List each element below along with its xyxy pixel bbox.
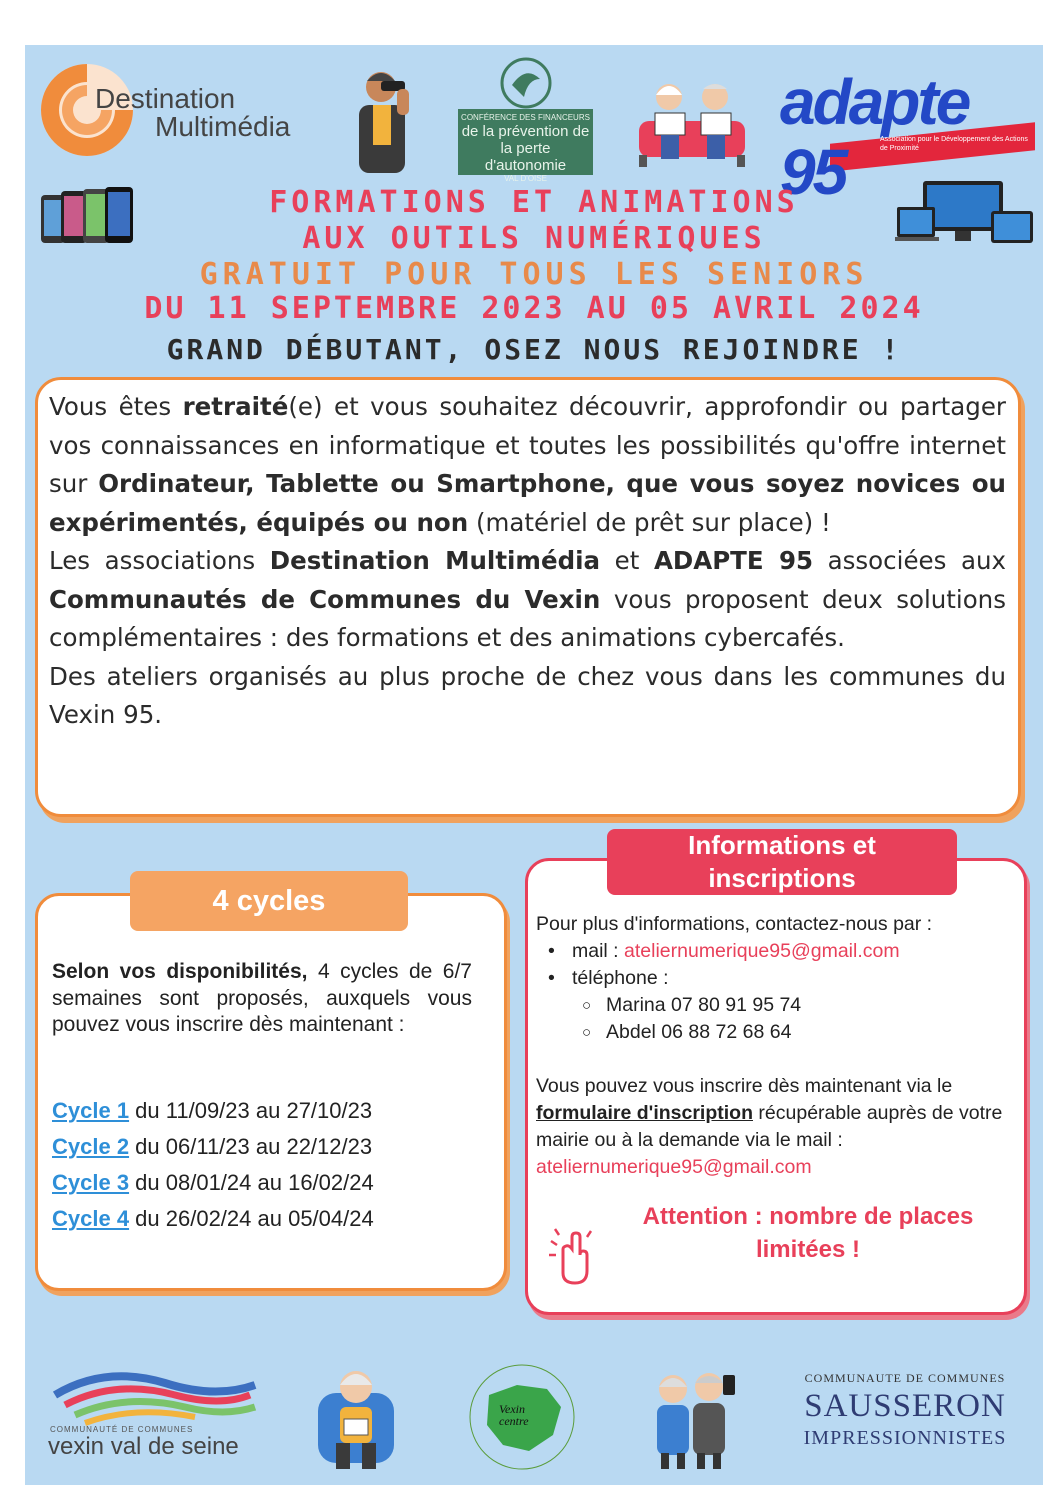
bold-text: ADAPTE 95 [653, 546, 814, 575]
text: et [600, 546, 654, 575]
phone-list [572, 992, 1026, 1046]
info-title-line-2: inscriptions [708, 863, 856, 893]
attention-line-1: Attention : nombre de places [642, 1203, 974, 1230]
contact-phone [572, 965, 1026, 1046]
contact-list [536, 938, 1026, 1046]
text: récupérable auprès de votre mairie ou à la demande via le mail : [536, 1102, 1003, 1151]
cycle-1-link[interactable]: Cycle 1 [52, 1098, 130, 1123]
logo-line-1: Destination [95, 83, 236, 114]
adapte-logo-subtitle: Association pour le Développement des Actions de Proximité [880, 136, 1028, 152]
cycle-list [52, 1093, 374, 1237]
intro-paragraph-2 [49, 542, 1006, 658]
text: associées aux [813, 546, 1006, 575]
info-title [607, 829, 957, 895]
intro-text [49, 388, 1006, 735]
signup-form-link[interactable]: formulaire d'inscription [536, 1102, 753, 1124]
vexin-val-de-seine-logo [45, 1365, 275, 1465]
cycle-dates: du 08/01/24 au 16/02/24 [129, 1170, 374, 1195]
headline-gratuit: GRATUIT POUR TOUS LES SENIORS [199, 257, 869, 292]
signup-text [536, 1073, 1026, 1181]
conference-financeurs-logo [458, 57, 593, 183]
senior-binoculars-illustration [345, 63, 425, 175]
headline-dates: DU 11 SEPTEMBRE 2023 AU 05 AVRIL 2024 [144, 291, 924, 326]
cycle-dates: du 26/02/24 au 05/04/24 [129, 1206, 374, 1231]
sausseron-small: COMMUNAUTE DE COMMUNES [804, 1371, 1006, 1385]
bold-text: Destination Multimédia [269, 546, 601, 575]
vexin-line-2: centre [499, 1414, 529, 1428]
text: mail : [572, 940, 625, 962]
senior-armchair-illustration [310, 1363, 402, 1473]
phone-item: ○ Abdel 06 88 72 68 64 [606, 1019, 1026, 1046]
bold-text: retraité [182, 392, 289, 421]
conference-region: VAL D'OISE [504, 174, 547, 183]
colorful-ribbon-icon [45, 1365, 265, 1427]
sausseron-logo [785, 1371, 1025, 1450]
contact-intro: Pour plus d'informations, contactez-nous par : [536, 913, 933, 935]
cycle-dates: du 06/11/23 au 22/12/23 [129, 1134, 373, 1159]
text: (matériel de prêt sur place) ! [468, 507, 831, 537]
cycle-item [52, 1201, 374, 1237]
headline-formations: FORMATIONS ET ANIMATIONS [269, 185, 799, 220]
conference-main-text: de la prévention de la perte d'autonomie [461, 123, 590, 174]
cycles-title: 4 cycles [130, 871, 408, 931]
phone-item: ○ Marina 07 80 91 95 74 [606, 992, 1026, 1019]
vexin-line-1: Vexin [499, 1402, 525, 1416]
cycle-item [52, 1093, 374, 1129]
logo-line-2: Multimédia [155, 111, 291, 142]
cycle-4-link[interactable]: Cycle 4 [52, 1206, 130, 1231]
cycle-item [52, 1165, 374, 1201]
text: Vous êtes [49, 392, 183, 421]
text: (e) et vous souhaitez découvrir, approfondir ou partager vos connaissances en informatique et toutes les possibilités qu'offre internet sur [49, 392, 1006, 498]
poster [25, 45, 1043, 1485]
attention-line-2: limitées ! [755, 1236, 861, 1263]
conference-small-text: CONFÉRENCE DES FINANCEURS [461, 113, 590, 122]
headline-outils: AUX OUTILS NUMÉRIQUES [302, 221, 766, 256]
vexin-text [499, 1403, 529, 1427]
email-link[interactable]: ateliernumerique95@gmail.com [536, 1156, 812, 1178]
vvs-small-text: COMMUNAUTÉ DE COMMUNES [50, 1425, 194, 1434]
cycle-3-link[interactable]: Cycle 3 [52, 1170, 130, 1195]
text: vous proposent deux solutions complémentaires : des formations et des animations cybercafés. [49, 584, 1006, 652]
sausseron-sub: IMPRESSIONNISTES [803, 1427, 1007, 1449]
intro-paragraph-1 [49, 388, 1006, 542]
text: Vous pouvez vous inscrire dès maintenant via le [536, 1075, 953, 1097]
info-body [536, 911, 1026, 1181]
text: 4 cycles de 6/7 semaines sont proposés, auxquels vous pouvez vous inscrire dès maintenant : [52, 960, 472, 1036]
info-title-line-1: Informations et [688, 830, 876, 860]
vexin-centre-logo [467, 1355, 577, 1480]
cycle-2-link[interactable]: Cycle 2 [52, 1134, 130, 1159]
sausseron-name: SAUSSERON [804, 1388, 1006, 1424]
intro-paragraph-3: Des ateliers organisés au plus proche de chez vous dans les communes du Vexin 95. [49, 661, 1006, 729]
text: téléphone : [572, 967, 669, 989]
headline-grand-debutant: GRAND DÉBUTANT, OSEZ NOUS REJOINDRE ! [166, 333, 902, 366]
bold-text: Ordinateur, Tablette ou Smartphone, que vous soyez novices ou expérimentés, équipés ou non [49, 469, 1006, 537]
adapte-logo-text: adapte 95 [780, 66, 969, 208]
adapte-95-logo [780, 66, 1035, 208]
vvs-name: vexin val de seine [48, 1433, 239, 1460]
cycle-item [52, 1129, 374, 1165]
text: Les associations [49, 546, 270, 575]
raised-hand-icon [547, 1225, 597, 1287]
cycle-dates: du 11/09/23 au 27/10/23 [129, 1098, 373, 1123]
cycles-intro [52, 959, 472, 1039]
email-link[interactable]: ateliernumerique95@gmail.com [624, 940, 900, 962]
bold-text: Communautés de Communes du Vexin [49, 584, 601, 614]
seniors-selfie-illustration [643, 1367, 741, 1471]
contact-mail [572, 938, 1026, 965]
bird-emblem-icon [498, 57, 554, 109]
attention-notice [598, 1200, 1018, 1266]
seniors-reading-illustration [637, 75, 747, 167]
destination-multimedia-logo [35, 55, 335, 165]
intro-box [35, 377, 1021, 817]
bold-text: Selon vos disponibilités, [52, 960, 308, 983]
